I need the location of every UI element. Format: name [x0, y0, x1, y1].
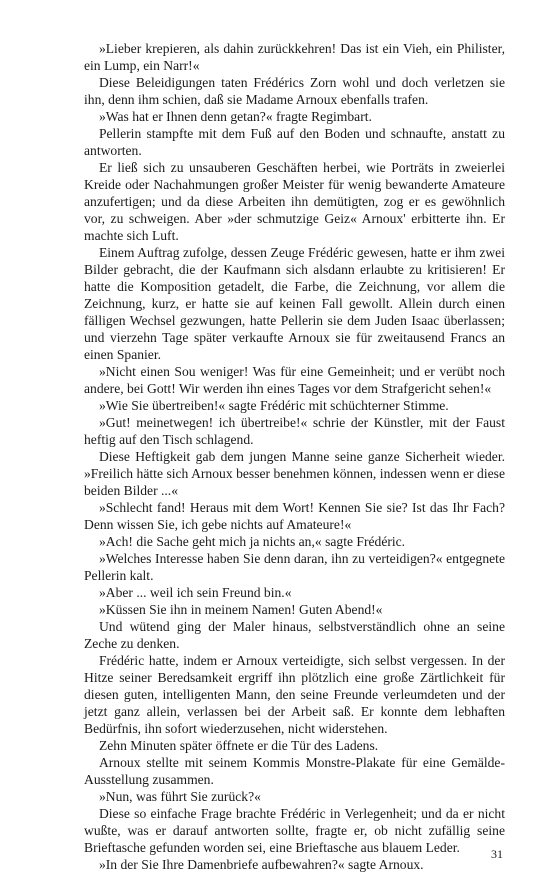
paragraph: »Wie Sie übertreiben!« sagte Frédéric mit schüchterner Stimme. — [98, 398, 449, 413]
paragraph: »Küssen Sie ihn in meinem Namen! Guten Abend!« — [98, 602, 383, 617]
paragraph: »Ach! die Sache geht mich ja nichts an,« sagte Frédéric. — [98, 534, 406, 549]
paragraph: »Welches Interesse haben Sie denn daran, ihn zu verteidigen?« entgegnete Pellerin kalt. — [84, 551, 505, 583]
paragraph: Pellerin stampfte mit dem Fuß auf den Boden und schnaufte, anstatt zu antworten. — [84, 126, 505, 158]
paragraph: Und wütend ging der Maler hinaus, selbstverständlich ohne an seine Zeche zu denken. — [84, 619, 505, 651]
paragraph: Frédéric hatte, indem er Arnoux verteidigte, sich selbst vergessen. In der Hitze seiner Beredsamkeit ergriff ihn plötzlich eine große Zärtlichkeit für diesen guten, intelligenten Mann, den seine Freunde verleumdeten und der jetzt ganz allein, verlassen bei der Arbeit saß. Er konnte dem lebhaften Bedürfnis, ihn sofort wiederzusehen, nicht widerstehen. — [84, 653, 505, 736]
paragraph: »Nicht einen Sou weniger! Was für eine Gemeinheit; und er verübt noch andere, bei Gott! Wir werden ihn eines Tages vor dem Strafgericht sehen!« — [84, 364, 505, 396]
paragraph: »Was hat er Ihnen denn getan?« fragte Regimbart. — [98, 109, 372, 124]
paragraph: Diese Heftigkeit gab dem jungen Manne seine ganze Sicherheit wieder. »Freilich hätte sich Arnoux besser benehmen können, indessen wenn er diese beiden Bilder ...« — [84, 449, 505, 498]
paragraph: »Schlecht fand! Heraus mit dem Wort! Kennen Sie sie? Ist das Ihr Fach? Denn wissen Sie, ich gebe nichts auf Amateure!« — [84, 500, 505, 532]
paragraph: Einem Auftrag zufolge, dessen Zeuge Frédéric gewesen, hatte er ihm zwei Bilder gebracht, die der Kaufmann sich alsdann erlaubte zu kritisieren! Er hatte die Komposition getadelt, die Farbe, die Zeichnung, vor allem die Zeichnung, kurz, er hatte sie auf keinen Fall gewollt. Allein durch einen fälligen Wechsel gezwungen, hatte Pellerin sie dem Juden Isaac überlassen; und vierzehn Tage später verkaufte Arnoux sie für zweitausend Francs an einen Spanier. — [84, 245, 505, 362]
paragraph: »Gut! meinetwegen! ich übertreibe!« schrie der Künstler, mit der Faust heftig auf den Tisch schlagend. — [84, 415, 505, 447]
paragraph: Diese so einfache Frage brachte Frédéric in Verlegenheit; und da er nicht wußte, was er darauf antworten sollte, fragte er, ob nicht zufällig seine Brieftasche gefunden worden sei, eine Brieftasche aus blauem Leder. — [84, 806, 505, 855]
page-number: 31 — [491, 847, 503, 861]
paragraph: Zehn Minuten später öffnete er die Tür des Ladens. — [98, 738, 379, 753]
paragraph: »Nun, was führt Sie zurück?« — [98, 789, 261, 804]
paragraph: »In der Sie Ihre Damenbriefe aufbewahren?« sagte Arnoux. — [98, 857, 424, 872]
paragraph: Arnoux stellte mit seinem Kommis Monstre-Plakate für eine Gemälde-Ausstellung zusammen. — [84, 755, 505, 787]
paragraph: »Aber ... weil ich sein Freund bin.« — [98, 585, 292, 600]
book-page-text — [84, 40, 505, 873]
paragraph: »Lieber krepieren, als dahin zurückkehren! Das ist ein Vieh, ein Philister, ein Lump, ein Narr!« — [84, 41, 505, 73]
paragraph: Er ließ sich zu unsauberen Geschäften herbei, wie Porträts in zweierlei Kreide oder Nachahmungen großer Meister für wenig bewanderte Amateure anzufertigen; und da diese Arbeiten ihn demütigten, zog er es gewöhnlich vor, zu schweigen. Aber »der schmutzige Geiz« Arnoux' erbitterte ihn. Er machte sich Luft. — [84, 160, 505, 243]
paragraph: Diese Beleidigungen taten Frédérics Zorn wohl und doch verletzen sie ihn, denn ihm schien, daß sie Madame Arnoux ebenfalls trafen. — [84, 75, 505, 107]
